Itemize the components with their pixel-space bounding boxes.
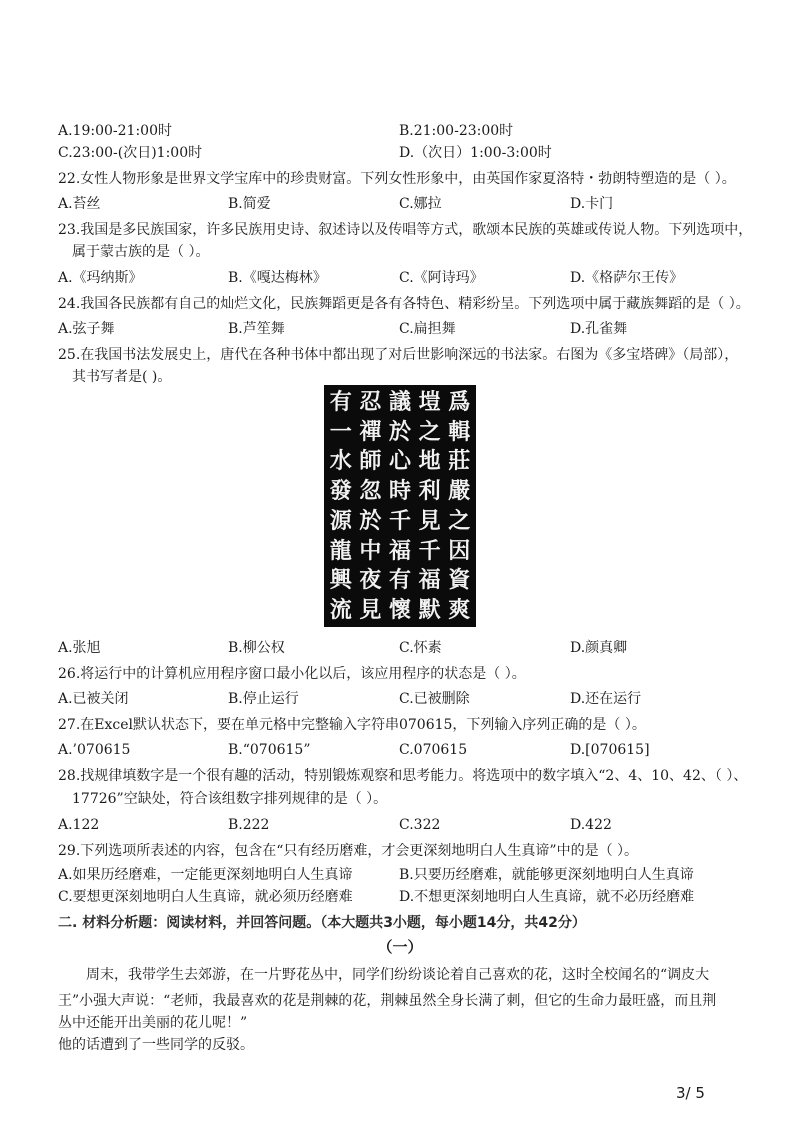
q25-stem-line1: 25.在我国书法发展史上，唐代在各种书体中都出现了对后世影响深远的书法家。右图为《多宝塔碑》（局部）， [58, 347, 739, 363]
q25-option-d: D.颜真卿 [570, 640, 628, 656]
q23-stem-line1: 23.我国是多民族国家，许多民族用史诗、叙述诗以及传唱等方式，歌颂本民族的英雄或传说人物。下列选项中， [58, 222, 753, 238]
calligraphy-character: 塏 [418, 388, 441, 415]
calligraphy-character: 水 [329, 448, 352, 475]
q29-option-a: A.如果历经磨难，一定能更深刻地明白人生真谛 [58, 867, 353, 883]
calligraphy-character: 忽 [359, 478, 382, 505]
q26-stem: 26.将运行中的计算机应用程序窗口最小化以后，该应用程序的状态是（ ）。 [58, 666, 526, 682]
q23-option-d: D.《格萨尔王传》 [570, 270, 684, 286]
q25-stem-line2: 其书写者是( )。 [72, 369, 172, 385]
q27-stem: 27.在Excel默认状态下，要在单元格中完整输入字符串070615，下列输入序列正确的是（ ）。 [58, 717, 646, 733]
calligraphy-character: 夜 [359, 567, 382, 594]
calligraphy-image [324, 385, 476, 627]
q22-option-c: C.娜拉 [399, 196, 442, 212]
calligraphy-character: 千 [418, 537, 441, 564]
calligraphy-character: 利 [418, 478, 441, 505]
q25-option-a: A.张旭 [58, 640, 101, 656]
calligraphy-character: 發 [329, 478, 352, 505]
q28-option-a: A.122 [58, 817, 100, 833]
q29-option-c: C.要想更深刻地明白人生真谛，就必须历经磨难 [58, 889, 353, 905]
q25-option-b: B.柳公权 [228, 640, 285, 656]
q29-stem: 29.下列选项所表述的内容，包含在“只有经历磨难，才会更深刻地明白人生真谛”中的是（ ）。 [58, 843, 639, 859]
calligraphy-character: 興 [329, 567, 352, 594]
q24-option-a: A.弦子舞 [58, 321, 115, 337]
q22-option-b: B.简爱 [228, 196, 271, 212]
q28-stem-line1: 28.找规律填数字是一个很有趣的活动，特别锻炼观察和思考能力。将选项中的数字填入“2、4、10、42、（ ）、 [58, 768, 748, 784]
q22-stem: 22.女性人物形象是世界文学宝库中的珍贵财富。下列女性形象中，由英国作家夏洛特・勃朗特塑造的是（ ）。 [58, 171, 736, 187]
calligraphy-character: 之 [448, 507, 471, 534]
q23-option-c: C.《阿诗玛》 [399, 270, 484, 286]
material-para-line2: 王”小强大声说：“老师，我最喜欢的花是荆棘的花，荆棘虽然全身长满了刺，但它的生命力最旺盛，而且荆 [58, 993, 717, 1009]
q29-option-b: B.只要历经磨难，就能够更深刻地明白人生真谛 [399, 867, 694, 883]
page-number: 3/ 5 [676, 1084, 705, 1102]
calligraphy-character: 禪 [359, 418, 382, 445]
q27-option-b: B.“070615” [228, 742, 311, 758]
section-subheading: （一） [377, 938, 423, 956]
calligraphy-character: 嚴 [448, 478, 471, 505]
calligraphy-character: 有 [388, 567, 411, 594]
calligraphy-character: 因 [448, 537, 471, 564]
calligraphy-character: 一 [329, 418, 352, 445]
q29-option-d: D.不想更深刻地明白人生真谛，就不必历经磨难 [399, 889, 695, 905]
q21-option-c: C.23:00-(次日)1:00时 [58, 145, 203, 161]
q28-stem-line2: 17726”空缺处，符合该组数字排列规律的是（ ）。 [72, 791, 388, 807]
q27-option-d: D.[070615] [570, 742, 650, 758]
calligraphy-character: 之 [418, 418, 441, 445]
calligraphy-character: 心 [388, 448, 411, 475]
q24-stem: 24.我国各民族都有自己的灿烂文化，民族舞蹈更是各有各特色、精彩纷呈。下列选项中属于藏族舞蹈的是（ ）。 [58, 296, 750, 312]
material-para-line3: 丛中还能开出美丽的花儿呢！” [58, 1015, 248, 1031]
q26-option-b: B.停止运行 [228, 691, 299, 707]
calligraphy-character: 見 [359, 597, 382, 624]
calligraphy-character: 於 [359, 507, 382, 534]
q21-option-b: B.21:00-23:00时 [399, 123, 514, 139]
calligraphy-character: 默 [418, 597, 441, 624]
calligraphy-character: 源 [329, 507, 352, 534]
calligraphy-character: 見 [418, 507, 441, 534]
calligraphy-character: 於 [388, 418, 411, 445]
q28-option-b: B.222 [228, 817, 270, 833]
calligraphy-character: 莊 [448, 448, 471, 475]
q22-option-d: D.卡门 [570, 196, 614, 212]
q21-option-d: D.（次日）1:00-3:00时 [399, 145, 552, 161]
q23-option-a: A.《玛纳斯》 [58, 270, 143, 286]
calligraphy-character: 議 [388, 388, 411, 415]
q26-option-d: D.还在运行 [570, 691, 642, 707]
q24-option-b: B.芦笙舞 [228, 321, 285, 337]
calligraphy-character: 時 [388, 478, 411, 505]
calligraphy-character: 師 [359, 448, 382, 475]
q24-option-d: D.孔雀舞 [570, 321, 628, 337]
q23-option-b: B.《嘎达梅林》 [228, 270, 327, 286]
calligraphy-character: 福 [388, 537, 411, 564]
calligraphy-character: 地 [418, 448, 441, 475]
calligraphy-character: 爽 [448, 597, 471, 624]
q26-option-a: A.已被关闭 [58, 691, 129, 707]
calligraphy-character: 千 [388, 507, 411, 534]
q28-option-d: D.422 [570, 817, 612, 833]
q26-option-c: C.已被删除 [399, 691, 470, 707]
calligraphy-character: 忍 [359, 388, 382, 415]
calligraphy-character: 中 [359, 537, 382, 564]
calligraphy-character: 輯 [448, 418, 471, 445]
calligraphy-character: 懷 [388, 597, 411, 624]
calligraphy-character: 爲 [448, 388, 471, 415]
calligraphy-character: 流 [329, 597, 352, 624]
calligraphy-character: 龍 [329, 537, 352, 564]
q24-option-c: C.扁担舞 [399, 321, 456, 337]
calligraphy-character: 福 [418, 567, 441, 594]
q22-option-a: A.苔丝 [58, 196, 101, 212]
q27-option-c: C.070615 [399, 742, 468, 758]
q25-option-c: C.怀素 [399, 640, 442, 656]
calligraphy-character: 資 [448, 567, 471, 594]
material-para-line1: 周末，我带学生去郊游，在一片野花丛中，同学们纷纷谈论着自己喜欢的花，这时全校闻名的“调皮大 [86, 967, 710, 983]
q21-option-a: A.19:00-21:00时 [58, 123, 172, 139]
q23-stem-line2: 属于蒙古族的是（ ）。 [72, 244, 210, 260]
q27-option-a: A.’070615 [58, 742, 131, 758]
calligraphy-character: 有 [329, 388, 352, 415]
q28-option-c: C.322 [399, 817, 441, 833]
section-heading: 二. 材料分析题：阅读材料，并回答问题。（本大题共3小题，每小题14分，共42分） [58, 915, 586, 931]
material-para2: 他的话遭到了一些同学的反驳。 [58, 1037, 254, 1053]
